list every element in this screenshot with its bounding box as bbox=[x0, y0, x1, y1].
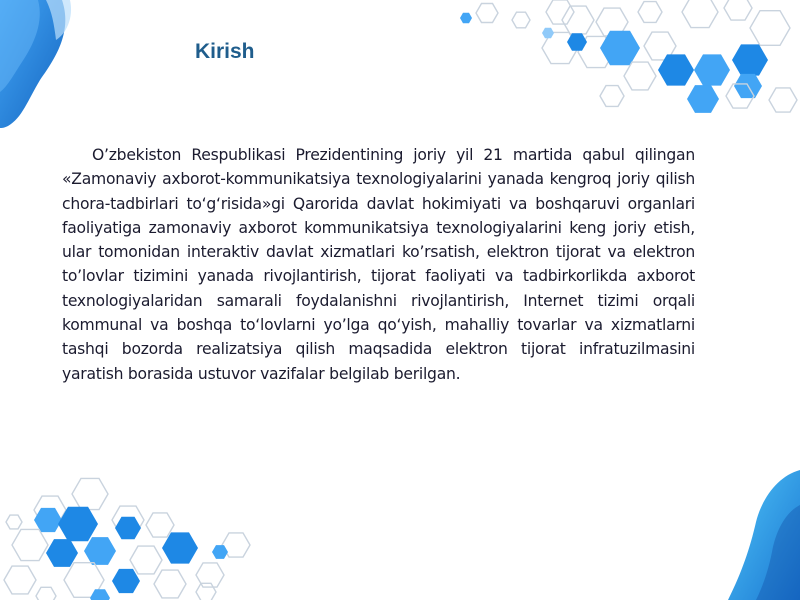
hexagon-shape bbox=[562, 6, 594, 34]
hexagon-shape bbox=[212, 545, 228, 559]
hexagon-shape bbox=[542, 28, 554, 38]
hexagon-shape bbox=[512, 12, 530, 28]
hexagon-shape bbox=[90, 589, 110, 600]
hexagon-shape bbox=[36, 587, 56, 600]
hexagon-shape bbox=[687, 85, 719, 113]
hexagon-shape bbox=[84, 537, 116, 565]
hexagon-shape bbox=[476, 4, 498, 23]
hexagon-shape bbox=[600, 86, 624, 107]
hexagon-shape bbox=[12, 529, 48, 560]
hexagon-shape bbox=[658, 54, 694, 85]
hexagon-shape bbox=[58, 507, 98, 542]
hexagon-shape bbox=[115, 517, 141, 540]
hexagon-cluster-bottom-left bbox=[4, 478, 250, 600]
hexagon-shape bbox=[72, 478, 108, 509]
hexagon-shape bbox=[682, 0, 718, 28]
blob-shape-bottom-right bbox=[728, 470, 800, 600]
blob-shape-top-left bbox=[0, 0, 71, 128]
hexagon-shape bbox=[750, 11, 790, 46]
hexagon-shape bbox=[146, 513, 174, 537]
hexagon-shape bbox=[694, 54, 730, 85]
hexagon-shape bbox=[732, 44, 768, 75]
slide-title: Kirish bbox=[195, 40, 255, 63]
hexagon-shape bbox=[546, 0, 574, 24]
hexagon-shape bbox=[460, 13, 472, 23]
hexagon-shape bbox=[6, 515, 22, 529]
hexagon-shape bbox=[724, 0, 752, 20]
slide-body-paragraph: O’zbekiston Respublikasi Prezidentining joriy yil 21 martida qabul qilingan «Zamonaviy axborot-kommunikatsiya texnologiyalarini yanada kengroq joriy qilish chora-tadbirlari to‘g‘risida»gi Qarorida davlat hokimiyati va boshqaruvi organlari faoliyatiga zamonaviy axborot kommunikatsiya texnologiyalarini keng joriy etish, ular tomonidan interaktiv davlat xizmatlari ko’rsatish, elektron tijorat va elektron to’lovlar tizimini yanada rivojlantirish, tijorat faoliyati va tadbirkorlikda axborot texnologiyalaridan samarali foydalanishni rivojlantirish, Internet tizimi orqali kommunal va boshqa to‘lovlarni yo’lga qo‘yish, mahalliy tovarlar va xizmatlarni tashqi bozorda realizatsiya qilish maqsadida elektron tijorat infratuzilmasini yaratish borasida ustuvor vazifalar belgilab berilgan. bbox=[62, 146, 695, 383]
hexagon-shape bbox=[112, 569, 140, 593]
hexagon-shape bbox=[624, 62, 656, 90]
hexagon-shape bbox=[34, 508, 62, 532]
hexagon-shape bbox=[638, 2, 662, 23]
hexagon-shape bbox=[567, 33, 587, 50]
hexagon-shape bbox=[196, 583, 216, 600]
hexagon-shape bbox=[154, 570, 186, 598]
hexagon-shape bbox=[130, 546, 162, 574]
hexagon-shape bbox=[4, 566, 36, 594]
hexagon-shape bbox=[769, 88, 797, 112]
hexagon-cluster-top-right bbox=[460, 0, 797, 113]
